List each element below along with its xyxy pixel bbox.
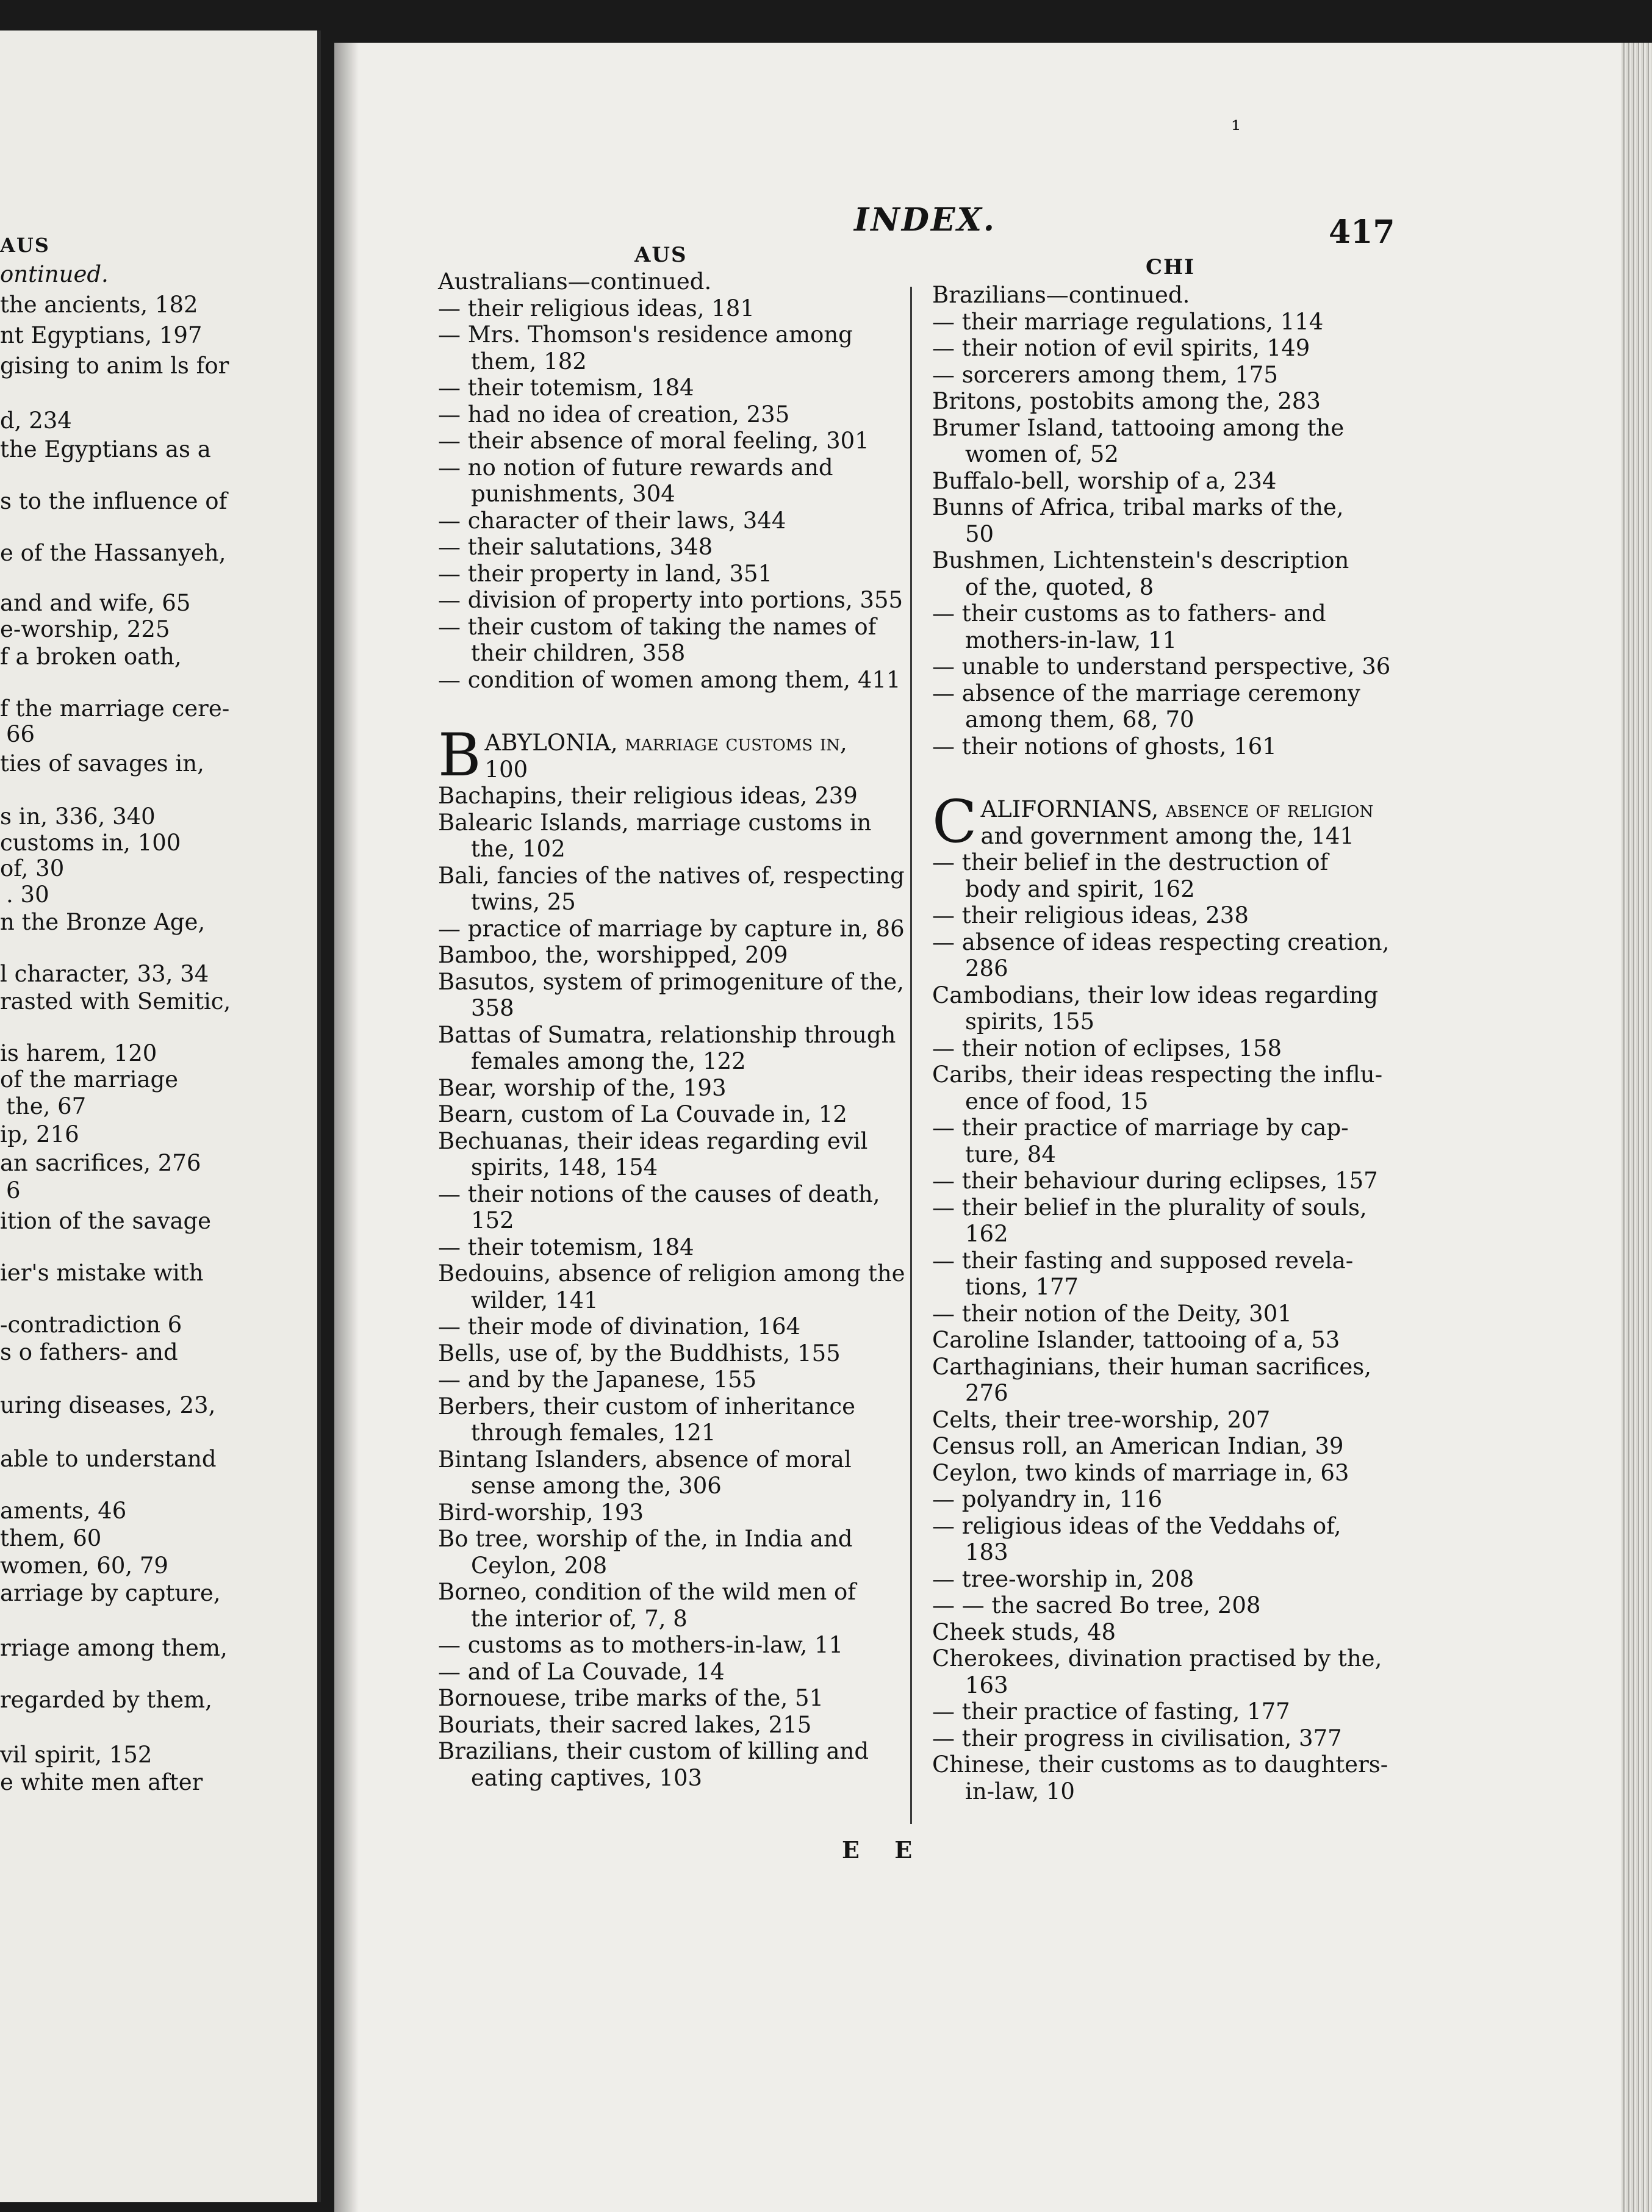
index-entry: eating captives, 103 (471, 1764, 703, 1791)
index-entry: 162 (965, 1221, 1008, 1247)
index-entry: punishments, 304 (471, 481, 675, 507)
index-entry: — their practice of marriage by cap- (932, 1115, 1349, 1141)
index-entry: Basutos, system of primogeniture of the, (438, 968, 904, 995)
left-column-head: AUS (634, 243, 688, 267)
index-entry: Buffalo-bell, worship of a, 234 (932, 467, 1277, 494)
page-title: INDEX. (854, 201, 997, 239)
index-entry: 152 (471, 1207, 514, 1233)
index-entry: — absence of the marriage ceremony (932, 680, 1360, 706)
index-entry: ture, 84 (965, 1141, 1056, 1168)
stray-mark: ¹ (1231, 116, 1241, 144)
index-entry: — condition of women among them, 411 (438, 666, 901, 693)
index-entry: — their custom of taking the names of (438, 613, 877, 640)
facing-page-line: 6 (6, 1177, 21, 1204)
facing-page-line: the Egyptians as a (0, 436, 211, 462)
facing-page-line: 66 (6, 721, 35, 747)
index-entry: Brazilians, their custom of killing and (438, 1738, 869, 1764)
index-entry: — character of their laws, 344 (438, 507, 786, 534)
index-entry: Brumer Island, tattooing among the (932, 414, 1345, 441)
facing-page-line: customs in, 100 (0, 830, 181, 856)
index-entry: wilder, 141 (471, 1287, 598, 1313)
index-entry: — their fasting and supposed revela- (932, 1247, 1354, 1274)
right-index-column (932, 282, 1390, 1804)
index-entry: mothers-in-law, 11 (965, 627, 1177, 653)
facing-page-line: ontinued. (0, 261, 109, 287)
index-entry: Census roll, an American Indian, 39 (932, 1433, 1344, 1459)
facing-page-line: arriage by capture, (0, 1580, 221, 1606)
index-entry: 358 (471, 995, 514, 1021)
b-entries (438, 783, 905, 1791)
facing-page-line: l character, 33, 34 (0, 961, 209, 987)
facing-page-line: -contradiction 6 (0, 1312, 182, 1338)
facing-page-line: them, 60 (0, 1525, 102, 1551)
index-entry: Cherokees, divination practised by the, (932, 1645, 1382, 1672)
index-entry: — tree-worship in, 208 (932, 1565, 1194, 1592)
left-index-column (438, 268, 905, 1791)
index-entry: — and of La Couvade, 14 (438, 1658, 725, 1685)
index-entry: — sorcerers among them, 175 (932, 361, 1278, 388)
facing-page-line: n the Bronze Age, (0, 909, 206, 935)
index-entry: — their notion of the Deity, 301 (932, 1300, 1292, 1327)
index-entry: their children, 358 (471, 640, 686, 666)
page-number: 417 (1329, 214, 1395, 251)
index-entry: Bells, use of, by the Buddhists, 155 (438, 1340, 841, 1366)
index-entry: — their marriage regulations, 114 (932, 308, 1324, 335)
index-entry: — their notion of evil spirits, 149 (932, 335, 1310, 361)
facing-page-line: f the marriage cere- (0, 695, 230, 722)
index-entry: — their totemism, 184 (438, 1233, 694, 1260)
index-entry: Bear, worship of the, 193 (438, 1074, 727, 1101)
index-entry: Chinese, their customs as to daughters- (932, 1751, 1388, 1778)
index-entry: — their mode of divination, 164 (438, 1313, 801, 1340)
californians-continuation: and government among the, 141 (980, 822, 1354, 849)
index-entry: — their belief in the destruction of (932, 849, 1329, 875)
index-entry: — division of property into portions, 355 (438, 587, 903, 613)
facing-page-line: is harem, 120 (0, 1040, 157, 1066)
index-entry: — their religious ideas, 238 (932, 902, 1249, 928)
index-entry: 50 (965, 520, 994, 547)
index-entry: — their practice of fasting, 177 (932, 1698, 1290, 1725)
index-entry: Bushmen, Lichtenstein's description (932, 547, 1349, 573)
index-entry: Cheek studs, 48 (932, 1618, 1116, 1645)
index-entry: spirits, 155 (965, 1008, 1095, 1035)
facing-page-line: able to understand (0, 1446, 217, 1472)
index-entry: — — the sacred Bo tree, 208 (932, 1592, 1261, 1618)
facing-page-line: e-worship, 225 (0, 616, 170, 642)
index-entry: of the, quoted, 8 (965, 573, 1154, 600)
right-column-head: CHI (1146, 255, 1196, 279)
index-entry: through females, 121 (471, 1420, 716, 1446)
index-entry: — their belief in the plurality of souls, (932, 1194, 1367, 1221)
index-entry: Carthaginians, their human sacrifices, (932, 1353, 1372, 1380)
facing-page-line: d, 234 (0, 408, 72, 434)
facing-page-line: e of the Hassanyeh, (0, 540, 226, 566)
facing-page-line: of the marriage (0, 1066, 179, 1093)
facing-page-line: the ancients, 182 (0, 292, 198, 318)
index-entry: Australians—continued. (438, 268, 712, 295)
index-entry: 276 (965, 1380, 1008, 1406)
facing-page-line: the, 67 (6, 1093, 87, 1119)
facing-page-line: an sacrifices, 276 (0, 1150, 201, 1176)
facing-page-line: ier's mistake with (0, 1260, 204, 1286)
facing-page-line: vil spirit, 152 (0, 1742, 153, 1768)
index-entry: tions, 177 (965, 1274, 1079, 1300)
index-entry: Balearic Islands, marriage customs in (438, 809, 872, 836)
index-entry: ence of food, 15 (965, 1088, 1149, 1115)
babylonia-line: ABYLONIA, marriage customs in, (484, 730, 847, 756)
index-entry: — their totemism, 184 (438, 375, 694, 401)
index-entry: Cambodians, their low ideas regarding (932, 982, 1379, 1008)
drop-cap-b: B (438, 730, 481, 783)
facing-page-line: women, 60, 79 (0, 1553, 168, 1579)
index-entry: — their customs as to fathers- and (932, 600, 1326, 627)
facing-page-line: gising to anim ls for (0, 353, 229, 379)
index-entry: Celts, their tree-worship, 207 (932, 1406, 1271, 1433)
facing-page-line: rriage among them, (0, 1635, 228, 1661)
facing-page-line: ition of the savage (0, 1208, 212, 1234)
index-entry: Bird-worship, 193 (438, 1499, 644, 1526)
facing-page-line: regarded by them, (0, 1687, 212, 1713)
index-entry: Bunns of Africa, tribal marks of the, (932, 494, 1344, 520)
australians-entries (438, 268, 905, 693)
index-entry: — their notions of ghosts, 161 (932, 733, 1277, 759)
californians-entry (932, 796, 1390, 849)
index-entry: women of, 52 (965, 441, 1119, 467)
californians-line: ALIFORNIANS, absence of religion (980, 796, 1374, 822)
index-entry: 163 (965, 1672, 1008, 1698)
index-entry: Ceylon, two kinds of marriage in, 63 (932, 1459, 1349, 1486)
index-entry: Bachapins, their religious ideas, 239 (438, 783, 858, 809)
index-entry: — their notions of the causes of death, (438, 1180, 880, 1207)
index-entry: — religious ideas of the Veddahs of, (932, 1512, 1341, 1539)
index-entry: sense among the, 306 (471, 1473, 722, 1499)
index-entry: — unable to understand perspective, 36 (932, 653, 1391, 680)
babylonia-entry (438, 730, 905, 783)
index-entry: 183 (965, 1539, 1008, 1565)
index-entry: Bornouese, tribe marks of the, 51 (438, 1685, 824, 1711)
index-entry: females among the, 122 (471, 1048, 746, 1074)
index-entry: — practice of marriage by capture in, 86 (438, 915, 905, 942)
index-entry: — polyandry in, 116 (932, 1486, 1163, 1512)
facing-page-line: s in, 336, 340 (0, 803, 156, 830)
index-entry: Berbers, their custom of inheritance (438, 1393, 855, 1420)
index-entry: 286 (965, 955, 1008, 982)
index-entry: — their behaviour during eclipses, 157 (932, 1168, 1378, 1194)
babylonia-page: 100 (484, 756, 528, 783)
index-entry: Borneo, condition of the wild men of (438, 1579, 857, 1605)
facing-page-line: and and wife, 65 (0, 590, 191, 616)
index-entry: twins, 25 (471, 889, 576, 915)
index-entry: — their progress in civilisation, 377 (932, 1725, 1342, 1751)
index-entry: — their absence of moral feeling, 301 (438, 428, 869, 454)
index-entry: — their notion of eclipses, 158 (932, 1035, 1282, 1061)
index-entry: Ceylon, 208 (471, 1552, 608, 1579)
index-entry: in-law, 10 (965, 1778, 1075, 1804)
index-entry: them, 182 (471, 348, 587, 375)
index-entry: — their religious ideas, 181 (438, 295, 755, 321)
facing-page-line: ties of savages in, (0, 750, 204, 777)
index-entry: — and by the Japanese, 155 (438, 1366, 757, 1393)
c-entries (932, 849, 1390, 1804)
gutter-shadow (334, 43, 359, 2212)
index-entry: the interior of, 7, 8 (471, 1605, 688, 1632)
page-edges (1621, 43, 1652, 2212)
facing-page-line: of, 30 (0, 855, 65, 882)
brazilians-bushmen-entries (932, 282, 1390, 759)
signature-mark: E E (842, 1836, 926, 1864)
index-entry: — customs as to mothers-in-law, 11 (438, 1632, 844, 1658)
index-entry: — their property in land, 351 (438, 560, 773, 587)
index-entry: Caribs, their ideas respecting the influ- (932, 1061, 1383, 1088)
index-entry: Britons, postobits among the, 283 (932, 388, 1321, 414)
index-entry: — Mrs. Thomson's residence among (438, 321, 853, 348)
index-entry: Bedouins, absence of religion among the (438, 1260, 905, 1287)
facing-page-line: e white men after (0, 1769, 203, 1795)
index-entry: the, 102 (471, 836, 566, 862)
facing-page-line: uring diseases, 23, (0, 1392, 216, 1418)
index-entry: — absence of ideas respecting creation, (932, 928, 1390, 955)
index-entry: — no notion of future rewards and (438, 454, 833, 481)
facing-page-line: . 30 (6, 882, 49, 908)
index-entry: — had no idea of creation, 235 (438, 401, 790, 428)
facing-page (0, 31, 321, 2202)
facing-page-line: s to the influence of (0, 488, 228, 514)
facing-page-line: nt Egyptians, 197 (0, 322, 203, 348)
index-entry: Bali, fancies of the natives of, respecting (438, 862, 905, 889)
index-entry: Bearn, custom of La Couvade in, 12 (438, 1101, 847, 1127)
drop-cap-c: C (932, 796, 977, 849)
column-divider (910, 287, 912, 1824)
index-entry: spirits, 148, 154 (471, 1154, 658, 1180)
index-entry: Bamboo, the, worshipped, 209 (438, 942, 788, 968)
facing-page-line: rasted with Semitic, (0, 988, 231, 1014)
index-entry: Bechuanas, their ideas regarding evil (438, 1127, 868, 1154)
index-entry: — their salutations, 348 (438, 534, 713, 560)
index-entry: Bouriats, their sacred lakes, 215 (438, 1711, 812, 1738)
index-entry: Bintang Islanders, absence of moral (438, 1446, 852, 1473)
facing-page-line: aments, 46 (0, 1498, 127, 1524)
index-entry: Brazilians—continued. (932, 282, 1190, 308)
index-entry: Caroline Islander, tattooing of a, 53 (932, 1327, 1340, 1353)
facing-page-line: ip, 216 (0, 1121, 79, 1147)
facing-page-line: AUS (0, 234, 50, 257)
index-entry: Bo tree, worship of the, in India and (438, 1526, 853, 1552)
index-entry: among them, 68, 70 (965, 706, 1194, 733)
index-entry: body and spirit, 162 (965, 875, 1195, 902)
index-entry: Battas of Sumatra, relationship through (438, 1021, 896, 1048)
facing-page-line: s o fathers- and (0, 1339, 178, 1365)
facing-page-line: f a broken oath, (0, 644, 182, 670)
